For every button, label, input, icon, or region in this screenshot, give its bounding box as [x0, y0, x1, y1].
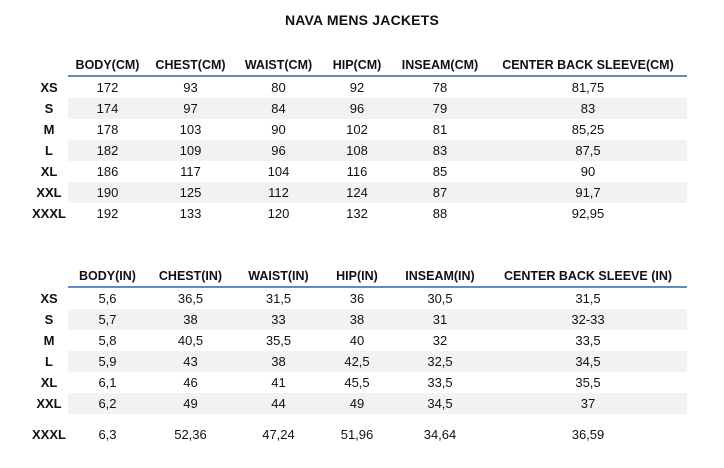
- size-label: S: [44, 312, 54, 327]
- table-cell: 43: [147, 351, 234, 372]
- table-cell: 49: [147, 393, 234, 414]
- column-header: WAIST(CM): [234, 55, 323, 76]
- table-cell: 31: [391, 309, 489, 330]
- column-header: INSEAM(IN): [391, 266, 489, 287]
- table-row: [30, 330, 687, 351]
- table-cell: 35,5: [265, 333, 292, 348]
- column-header: CENTER BACK SLEEVE (IN): [489, 266, 687, 287]
- table-cell: 104: [267, 164, 290, 179]
- table-cell: 124: [323, 182, 391, 203]
- table-cell: 178: [96, 122, 119, 137]
- table-row: [30, 161, 687, 182]
- table-cell: 84: [234, 98, 323, 119]
- table-row: [30, 414, 687, 443]
- table-cell: 117: [180, 164, 201, 179]
- table-cell: 34,5: [391, 393, 489, 414]
- table-cell: 83: [391, 140, 489, 161]
- table-row: [30, 351, 687, 372]
- table-cell: 79: [391, 98, 489, 119]
- table-cell: 5,8: [98, 333, 117, 348]
- table-cell: 36,59: [571, 427, 605, 442]
- table-cell: 102: [346, 122, 368, 137]
- table-cell: 31,5: [575, 291, 601, 306]
- column-header: HIP(CM): [323, 55, 391, 76]
- size-chart-in-table: [30, 266, 687, 443]
- page-title: NAVA MENS JACKETS: [284, 12, 440, 28]
- table-cell: 38: [147, 309, 234, 330]
- column-header: WAIST(IN): [234, 266, 323, 287]
- table-row: [30, 182, 687, 203]
- table-cell: 80: [271, 80, 286, 95]
- table-cell: 88: [432, 206, 448, 221]
- table-cell: 31,5: [265, 291, 292, 306]
- column-header: INSEAM(CM): [391, 55, 489, 76]
- table-cell: 109: [147, 140, 234, 161]
- table-cell: 30,5: [427, 291, 453, 306]
- table-cell: 120: [267, 206, 290, 221]
- table-cell: 36: [349, 291, 365, 306]
- table-cell: 40: [349, 333, 365, 348]
- table-row: [30, 119, 687, 140]
- table-cell: 85: [432, 164, 448, 179]
- table-cell: 186: [96, 164, 119, 179]
- table-cell: 37: [489, 393, 687, 414]
- table-cell: 116: [346, 164, 368, 179]
- table-cell: 192: [96, 206, 119, 221]
- table-cell: 38: [323, 309, 391, 330]
- table-cell: 6,1: [98, 375, 117, 390]
- table-cell: 133: [179, 206, 202, 221]
- table-cell: 5,9: [68, 351, 147, 372]
- table-cell: 90: [271, 122, 286, 137]
- table-cell: 35,5: [575, 375, 601, 390]
- column-header: CHEST(CM): [147, 55, 234, 76]
- table-row: [30, 372, 687, 393]
- size-label: XS: [40, 79, 58, 95]
- header-row: [30, 55, 687, 76]
- table-row: [30, 76, 687, 98]
- column-header: HIP(IN): [323, 266, 391, 287]
- table-cell: 49: [323, 393, 391, 414]
- table-cell: 40,5: [177, 333, 204, 348]
- table-cell: 36,5: [177, 291, 204, 306]
- table-cell: 32: [432, 333, 448, 348]
- size-label: XXL: [36, 396, 62, 411]
- table-cell: 174: [68, 98, 147, 119]
- table-cell: 81,75: [571, 80, 605, 95]
- table-cell: 112: [234, 182, 323, 203]
- table-cell: 46: [183, 375, 198, 390]
- table-cell: 92,95: [571, 206, 605, 221]
- table-cell: 97: [147, 98, 234, 119]
- table-cell: 93: [183, 80, 198, 95]
- size-label: S: [44, 101, 54, 116]
- header-row: [30, 266, 687, 287]
- table-cell: 34,5: [489, 351, 687, 372]
- size-label: XXXL: [32, 206, 66, 221]
- table-cell: 103: [179, 122, 202, 137]
- table-cell: 125: [147, 182, 234, 203]
- column-header: CHEST(IN): [147, 266, 234, 287]
- table-cell: 34,64: [423, 427, 457, 442]
- table-cell: 33,5: [427, 375, 453, 390]
- table-cell: 78: [432, 80, 448, 95]
- table-cell: 172: [96, 80, 119, 95]
- table-cell: 33,5: [575, 333, 601, 348]
- table-cell: 182: [68, 140, 147, 161]
- table-cell: 33: [234, 309, 323, 330]
- size-chart-cm-table: [30, 55, 687, 224]
- table-cell: 190: [68, 182, 147, 203]
- table-cell: 92: [349, 80, 365, 95]
- size-label: XXL: [36, 185, 62, 200]
- table-cell: 132: [346, 206, 368, 221]
- table-cell: 81: [432, 122, 448, 137]
- table-row: [30, 393, 687, 414]
- table-row: [30, 140, 687, 161]
- size-label: XL: [40, 375, 58, 390]
- size-label: M: [43, 122, 55, 137]
- table-cell: 85,25: [571, 122, 605, 137]
- size-label: M: [43, 333, 55, 348]
- table-cell: 51,96: [340, 427, 374, 442]
- table-cell: 32,5: [391, 351, 489, 372]
- size-header-blank: [30, 266, 68, 287]
- size-label: XS: [40, 290, 58, 306]
- table-cell: 96: [323, 98, 391, 119]
- table-cell: 96: [234, 140, 323, 161]
- size-label: XL: [40, 164, 58, 179]
- size-label: XXXL: [32, 427, 66, 442]
- column-header: BODY(CM): [68, 55, 147, 76]
- table-row: [30, 287, 687, 309]
- column-header: BODY(IN): [68, 266, 147, 287]
- table-cell: 5,7: [68, 309, 147, 330]
- column-header: CENTER BACK SLEEVE(CM): [489, 55, 687, 76]
- table-cell: 5,6: [98, 291, 117, 306]
- table-row: [30, 203, 687, 224]
- table-cell: 52,36: [174, 427, 207, 442]
- table-cell: 47,24: [262, 427, 295, 442]
- table-cell: 41: [271, 375, 286, 390]
- table-cell: 6,3: [98, 427, 117, 442]
- table-cell: 32-33: [489, 309, 687, 330]
- table-cell: 87: [391, 182, 489, 203]
- table-cell: 108: [323, 140, 391, 161]
- table-cell: 91,7: [489, 182, 687, 203]
- table-row: [30, 98, 687, 119]
- table-cell: 83: [489, 98, 687, 119]
- table-cell: 42,5: [323, 351, 391, 372]
- table-cell: 44: [234, 393, 323, 414]
- table-row: [30, 309, 687, 330]
- table-cell: 87,5: [489, 140, 687, 161]
- table-cell: 45,5: [344, 375, 370, 390]
- table-cell: 38: [234, 351, 323, 372]
- table-cell: 6,2: [68, 393, 147, 414]
- size-label: L: [45, 143, 53, 158]
- table-cell: 90: [580, 164, 596, 179]
- size-header-blank: [30, 55, 68, 76]
- size-label: L: [45, 354, 53, 369]
